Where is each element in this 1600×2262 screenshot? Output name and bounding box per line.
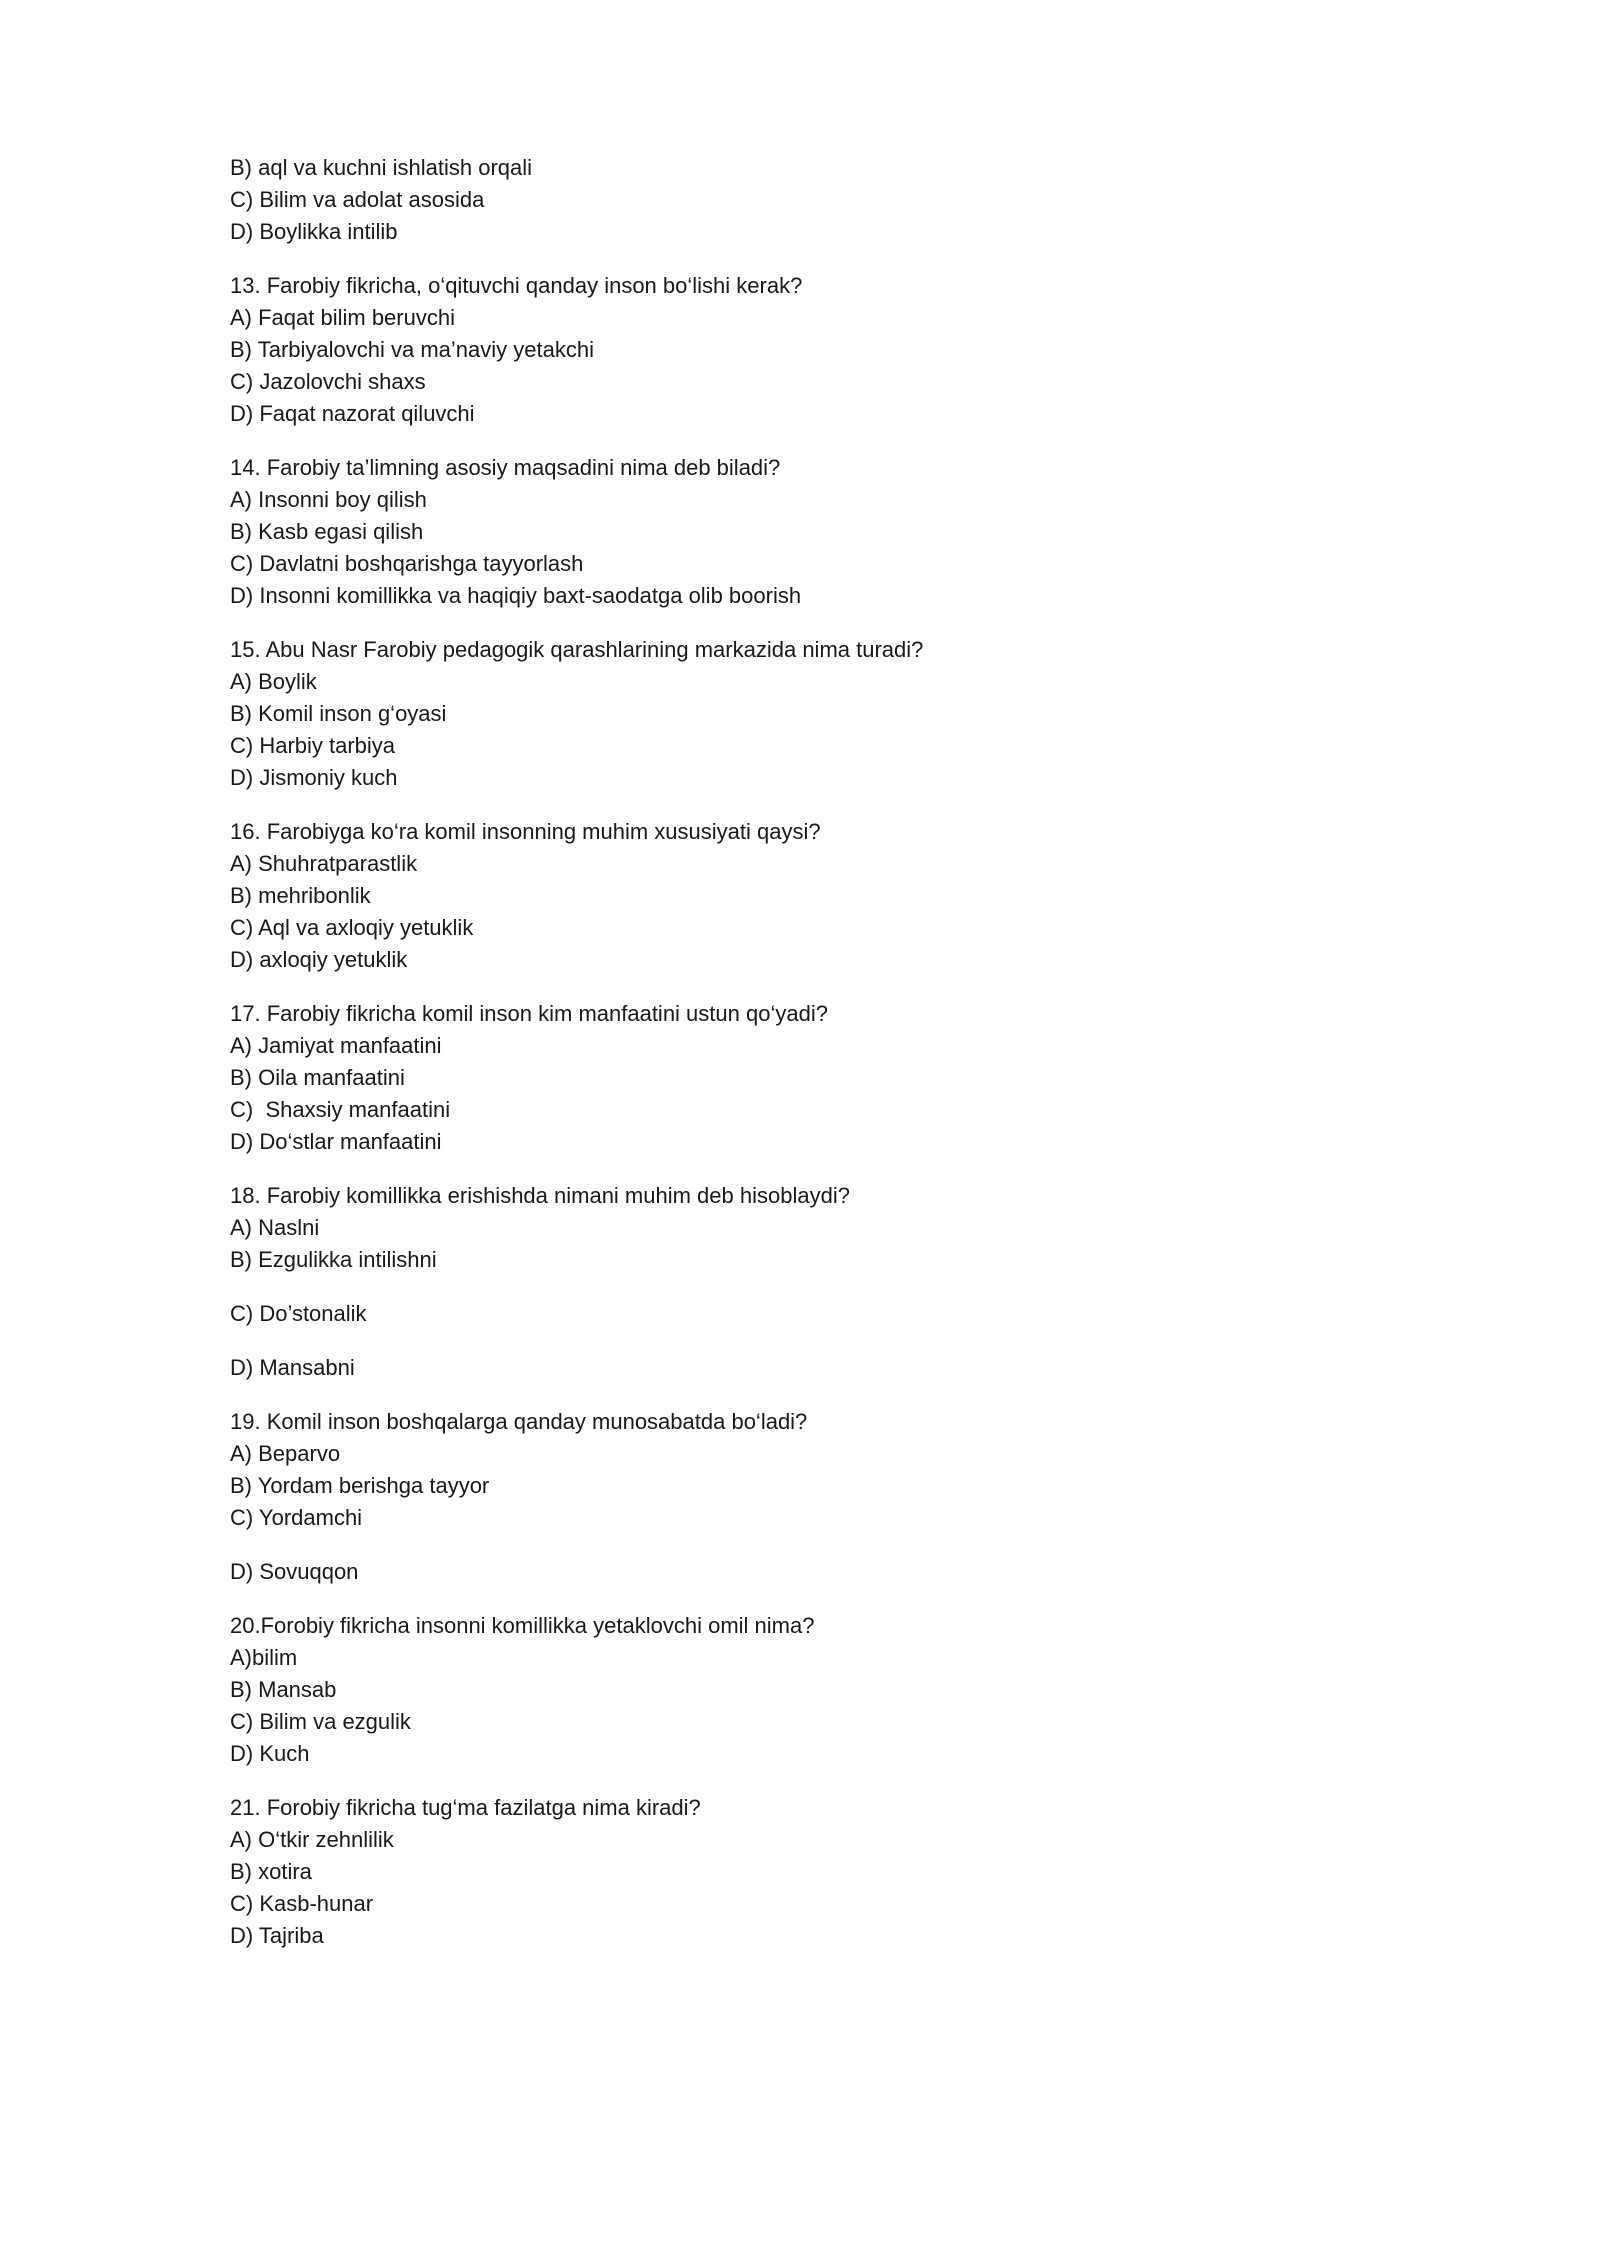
text-line: B) Ezgulikka intilishni [230,1247,437,1272]
question-text: 16. Farobiyga ko‘ra komil insonning muhim xususiyati qaysi? [230,819,821,844]
text-block [230,1180,1430,1276]
text-line: C) Bilim va ezgulik [230,1709,411,1734]
text-line: A) Boylik [230,669,317,694]
question-text: 15. Abu Nasr Farobiy pedagogik qarashlarining markazida nima turadi? [230,637,924,662]
text-line: B) xotira [230,1859,312,1884]
text-line: B) aql va kuchni ishlatish orqali [230,155,533,180]
text-line: C) Aql va axloqiy yetuklik [230,915,474,940]
text-line: A)bilim [230,1645,298,1670]
text-block [230,1792,1430,1952]
text-line: D) Sovuqqon [230,1559,359,1584]
text-line: C) Harbiy tarbiya [230,733,396,758]
question-text: 14. Farobiy ta’limning asosiy maqsadini nima deb biladi? [230,455,781,480]
text-line: D) Boylikka intilib [230,219,398,244]
text-line: B) Mansab [230,1677,337,1702]
text-line: D) Faqat nazorat qiluvchi [230,401,475,426]
text-line: C) Do’stonalik [230,1301,367,1326]
text-line: D) Insonni komillikka va haqiqiy baxt-saodatga olib boorish [230,583,802,608]
text-line: C) Kasb-hunar [230,1891,374,1916]
text-block [230,152,1430,248]
text-line: D) Mansabni [230,1355,355,1380]
text-block [230,634,1430,794]
question-text: 19. Komil inson boshqalarga qanday munosabatda bo‘ladi? [230,1409,808,1434]
text-line: D) Kuch [230,1741,310,1766]
question-text: 13. Farobiy fikricha, o‘qituvchi qanday inson bo‘lishi kerak? [230,273,803,298]
question-text: 20.Forobiy fikricha insonni komillikka yetaklovchi omil nima? [230,1613,815,1638]
text-line: C) Yordamchi [230,1505,363,1530]
text-line: C) Bilim va adolat asosida [230,187,485,212]
question-text: 18. Farobiy komillikka erishishda nimani muhim deb hisoblaydi? [230,1183,850,1208]
text-line: A) Faqat bilim beruvchi [230,305,455,330]
text-line: A) Insonni boy qilish [230,487,427,512]
text-line: C) Jazolovchi shaxs [230,369,426,394]
text-line: B) mehribonlik [230,883,371,908]
text-line: B) Komil inson g‘oyasi [230,701,447,726]
text-line: A) Jamiyat manfaatini [230,1033,442,1058]
text-block [230,452,1430,612]
text-line: D) Do‘stlar manfaatini [230,1129,442,1154]
text-line: B) Tarbiyalovchi va ma’naviy yetakchi [230,337,594,362]
text-line: A) O‘tkir zehnlilik [230,1827,394,1852]
text-line: D) Tajriba [230,1923,324,1948]
text-line: D) Jismoniy kuch [230,765,398,790]
text-block [230,1406,1430,1534]
text-line: C) Shaxsiy manfaatini [230,1097,451,1122]
question-text: 17. Farobiy fikricha komil inson kim manfaatini ustun qo‘yadi? [230,1001,828,1026]
text-line: C) Davlatni boshqarishga tayyorlash [230,551,584,576]
text-block [230,1352,1430,1384]
text-block [230,1298,1430,1330]
text-line: A) Shuhratparastlik [230,851,418,876]
text-block [230,998,1430,1158]
text-line: B) Yordam berishga tayyor [230,1473,490,1498]
text-line: D) axloqiy yetuklik [230,947,408,972]
text-block [230,1610,1430,1770]
text-line: B) Kasb egasi qilish [230,519,424,544]
text-block [230,816,1430,976]
text-block [230,1556,1430,1588]
text-line: A) Beparvo [230,1441,341,1466]
document-content [230,152,1430,1974]
text-line: A) Naslni [230,1215,320,1240]
text-line: B) Oila manfaatini [230,1065,405,1090]
text-block [230,270,1430,430]
question-text: 21. Forobiy fikricha tug‘ma fazilatga nima kiradi? [230,1795,701,1820]
